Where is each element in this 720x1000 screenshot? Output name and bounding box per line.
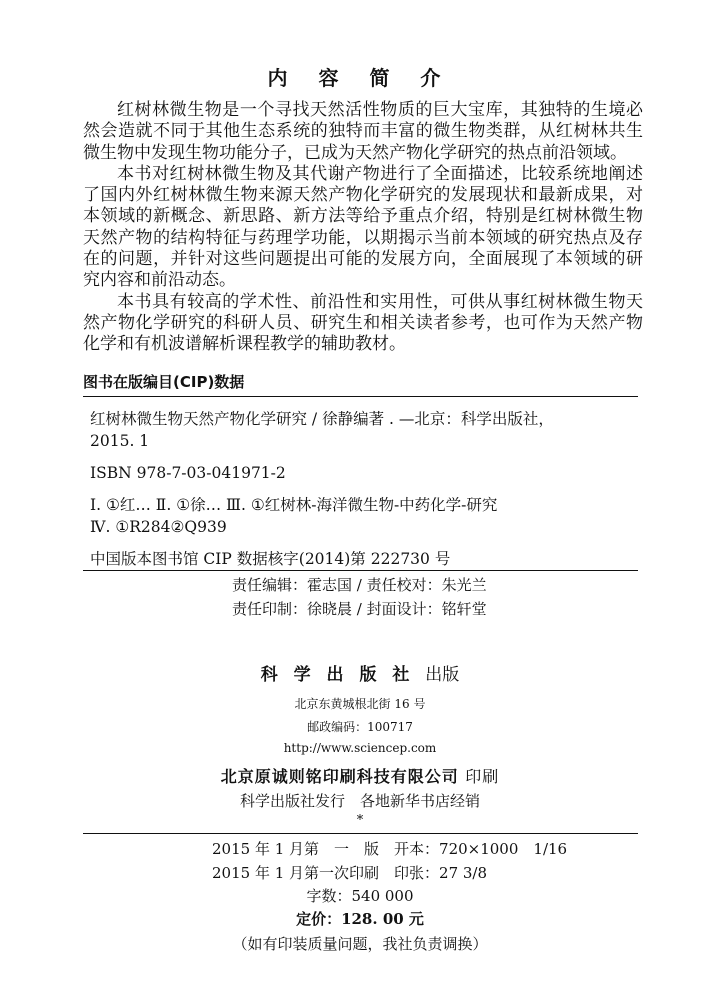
printer-line [0,764,720,787]
publisher-address: 北京东黄城根北街 16 号 [294,697,426,711]
divider-top [83,396,638,397]
printer-action: 印刷 [465,767,500,786]
cip-line-2: 2015. 1 [90,432,150,450]
publisher-line [0,660,720,685]
responsibility-line-2: 责任印制：徐晓晨 / 封面设计：铭轩堂 [232,600,487,618]
cip-record-number: 中国版本图书馆 CIP 数据核字(2014)第 222730 号 [90,550,451,568]
word-count: 字数：540 000 [306,887,414,905]
separator-star: * [356,813,364,828]
cip-isbn: ISBN 978-7-03-041971-2 [90,464,286,482]
price: 定价：128. 00 元 [296,910,424,928]
page-title: 内 容 简 介 [267,66,453,90]
intro-text [83,100,643,356]
distribution-line: 科学出版社发行 各地新华书店经销 [239,792,480,810]
cip-classification-1: Ⅰ. ①红… Ⅱ. ①徐… Ⅲ. ①红树林-海洋微生物-中药化学-研究 [90,496,498,514]
publisher-name: 科 学 出 版 社 [260,665,415,685]
divider-bottom [83,833,638,834]
publisher-action: 出版 [425,665,460,685]
intro-paragraph-2: 本书对红树林微生物及其代谢产物进行了全面描述，比较系统地阐述了国内外红树林微生物来源天然产物化学研究的发展现状和最新成果，对本领域的新概念、新思路、新方法等给予重点介绍，特别是红树林微生物天然产物的结构特征与药理学功能，以期揭示当前本领域的研究热点及存在的问题，并针对这些问题提出可能的发展方向，全面展现了本领域的研究内容和前沿动态。 [83,163,643,291]
edition-line-1: 2015 年 1 月第 一 版 开本：720×1000 1/16 [212,840,568,858]
responsibility-line-1: 责任编辑：霍志国 / 责任校对：朱光兰 [232,576,487,594]
cip-block [90,408,630,570]
intro-paragraph-1: 红树林微生物是一个寻找天然活性物质的巨大宝库，其独特的生境必然会造就不同于其他生态系统的独特而丰富的微生物类群，从红树林共生微生物中发现生物功能分子，已成为天然产物化学研究的热点前沿领域。 [83,100,643,163]
publisher-url: http://www.sciencep.com [283,741,437,755]
intro-paragraph-3: 本书具有较高的学术性、前沿性和实用性，可供从事红树林微生物天然产物化学研究的科研人员、研究生和相关读者参考，也可作为天然产物化学和有机波谱解析课程教学的辅助教材。 [83,291,643,355]
publisher-zip: 邮政编码：100717 [307,720,413,734]
cip-classification-2: Ⅳ. ①R284②Q939 [90,518,227,536]
edition-line-2: 2015 年 1 月第一次印刷 印张：27 3/8 [212,864,488,882]
cip-heading: 图书在版编目(CIP)数据 [83,373,245,391]
divider-middle [83,570,638,571]
printer-name: 北京原诚则铭印刷科技有限公司 [220,767,459,786]
quality-note: （如有印装质量问题，我社负责调换） [232,935,488,953]
cip-line-1: 红树林微生物天然产物化学研究 / 徐静编著 . —北京：科学出版社， [90,410,554,428]
